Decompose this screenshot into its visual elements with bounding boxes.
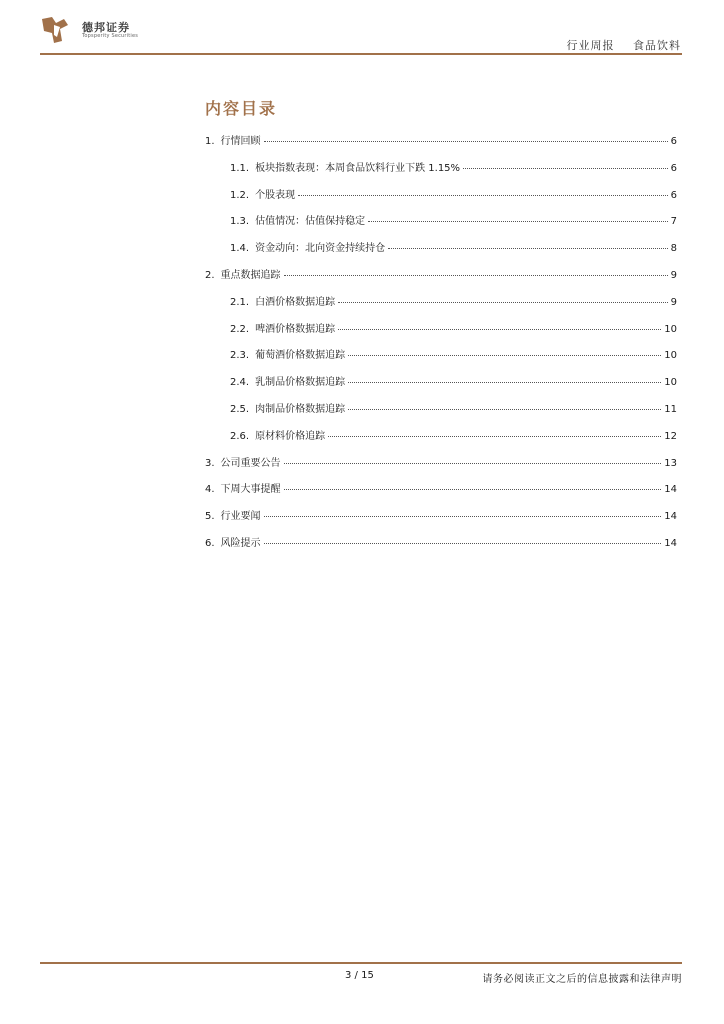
toc-entry-page: 14 [664,484,677,496]
toc-entry-number: 2.6. [230,430,250,442]
header-divider [40,53,682,55]
toc-entry-number: 1.2. [230,189,250,201]
toc-entry[interactable] [205,454,677,481]
toc-dot-leader [463,168,668,169]
toc-entry-title: 白酒价格数据追踪 [255,296,336,308]
toc-entry-number: 5. [205,511,215,523]
toc-entry[interactable] [205,266,677,293]
toc-dot-leader [284,275,668,276]
toc-entry[interactable] [205,373,677,400]
toc-entry-page: 8 [670,243,677,255]
toc-title: 内容目录 [205,99,278,118]
toc-entry-page: 10 [664,377,677,389]
toc-entry[interactable] [205,293,677,320]
toc-entry-title: 肉制品价格数据追踪 [255,403,346,415]
toc-entry-page: 14 [664,537,677,549]
toc-entry-page: 12 [664,430,677,442]
toc-dot-leader [338,302,668,303]
toc-entry[interactable] [205,400,677,427]
toc-dot-leader [264,141,668,142]
toc-entry-title: 啤酒价格数据追踪 [255,323,336,335]
toc-entry-page: 11 [664,403,677,415]
page-header [0,0,724,60]
toc-entry-page: 14 [664,511,677,523]
toc-entry-title: 公司重要公告 [220,457,281,469]
toc-entry-title: 个股表现 [255,189,296,201]
toc-entry-number: 4. [205,484,215,496]
toc-entry-page: 9 [670,296,677,308]
toc-dot-leader [298,195,668,196]
toc-dot-leader [348,355,661,356]
toc-entry[interactable] [205,346,677,373]
toc-entry-title: 葡萄酒价格数据追踪 [255,350,346,362]
toc-dot-leader [264,516,662,517]
toc-entry[interactable] [205,427,677,454]
footer-divider [40,962,682,964]
toc-entry-number: 2.3. [230,350,250,362]
toc-entry-number: 2.4. [230,377,250,389]
report-category: 行业周报 [566,39,615,52]
report-tags [567,37,682,53]
toc-entry[interactable] [205,507,677,534]
toc-entry[interactable] [205,132,677,159]
toc-entry-title: 风险提示 [220,537,261,549]
toc-entry[interactable] [205,320,677,347]
toc-entry-title: 资金动向：北向资金持续持仓 [255,243,386,255]
toc-dot-leader [284,463,662,464]
toc-entry-page: 7 [670,216,677,228]
toc-dot-leader [338,329,661,330]
toc-dot-leader [388,248,668,249]
toc-entry[interactable] [205,480,677,507]
toc-entry-number: 1. [205,136,215,147]
toc-entry-title: 重点数据追踪 [220,269,281,281]
toc-entry-page: 6 [670,189,677,201]
toc-entry-title: 行业要闻 [220,511,261,523]
page-indicator: 3 / 15 [345,970,374,981]
company-name: 德邦证券 [82,21,130,34]
toc-entry[interactable] [205,212,677,239]
toc-entry-page: 13 [664,457,677,469]
toc-entry-title: 下周大事提醒 [220,484,281,496]
toc-entry[interactable] [205,159,677,186]
toc-entry-number: 1.4. [230,243,250,255]
toc-entry-page: 9 [670,269,677,281]
toc-entry-number: 2. [205,269,215,281]
toc-entry-title: 板块指数表现：本周食品饮料行业下跌 1.15% [255,162,461,174]
toc-entry[interactable] [205,186,677,213]
toc-dot-leader [284,489,662,490]
toc-entry-page: 6 [670,136,677,147]
company-logo-icon [40,15,70,45]
toc-entry[interactable] [205,239,677,266]
toc-dot-leader [264,543,662,544]
toc-dot-leader [348,382,661,383]
toc-entry-number: 3. [205,457,215,469]
legal-disclaimer: 请务必阅读正文之后的信息披露和法律声明 [482,974,682,985]
toc-entry-number: 6. [205,537,215,549]
toc-entry-number: 1.3. [230,216,250,228]
toc-entry-number: 2.2. [230,323,250,335]
toc-entry-page: 10 [664,350,677,362]
table-of-contents [205,132,677,561]
toc-entry-number: 1.1. [230,162,250,174]
toc-dot-leader [368,221,668,222]
toc-entry-title: 估值情况：估值保持稳定 [255,216,366,228]
toc-entry-number: 2.5. [230,403,250,415]
toc-entry-page: 10 [664,323,677,335]
toc-entry-page: 6 [670,162,677,174]
report-sector: 食品饮料 [633,39,681,52]
toc-entry[interactable] [205,534,677,561]
toc-entry-title: 乳制品价格数据追踪 [255,377,346,389]
toc-dot-leader [328,436,661,437]
toc-entry-number: 2.1. [230,296,250,308]
toc-entry-title: 原材料价格追踪 [255,430,326,442]
company-name-en: Topsperity Securities [82,33,139,39]
toc-dot-leader [348,409,661,410]
toc-entry-title: 行情回顾 [220,136,261,147]
